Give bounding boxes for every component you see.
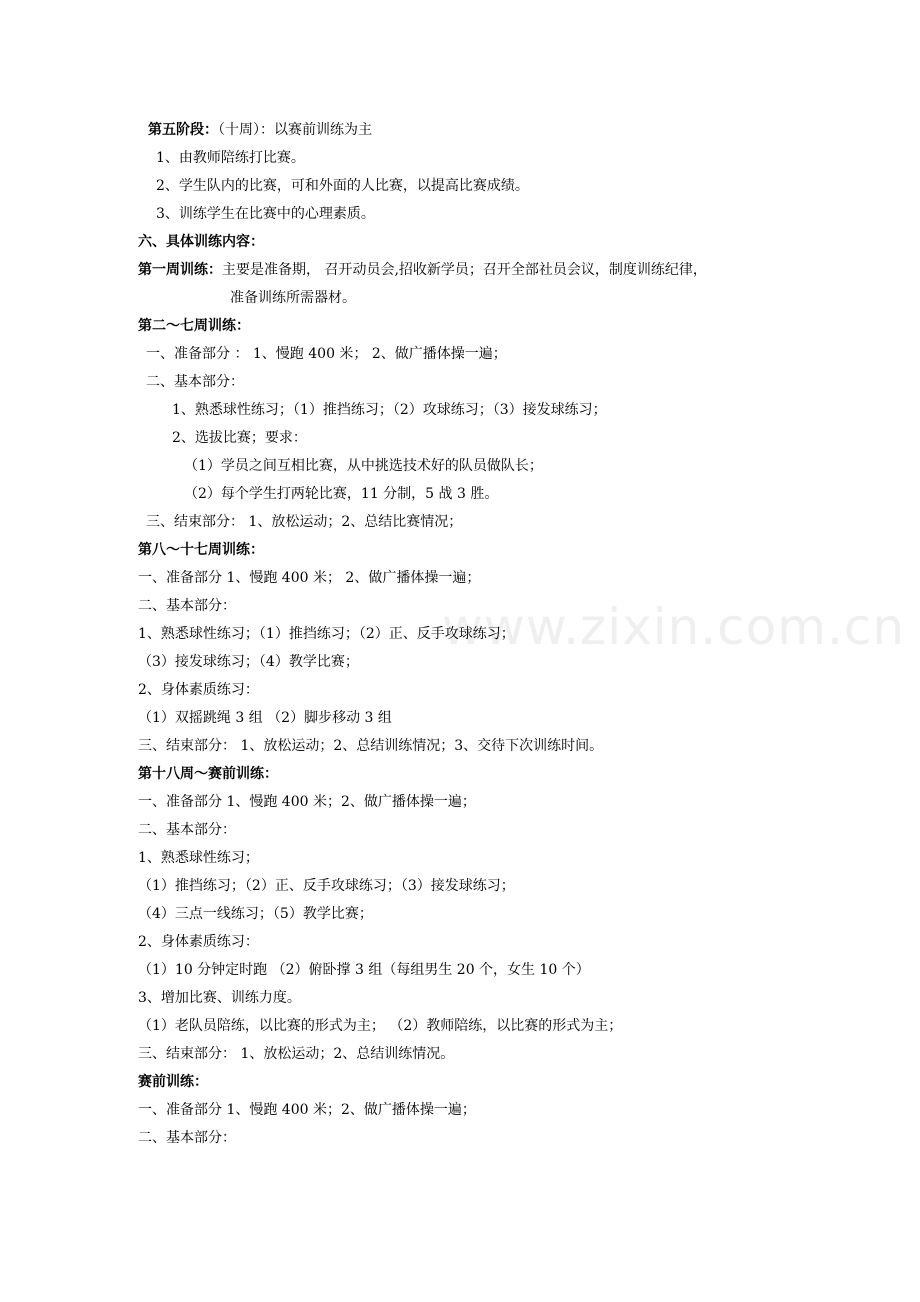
weeks8-17-fitness-1: （1）双摇跳绳 3 组 （2）脚步移动 3 组	[138, 710, 392, 726]
watermark: www.zixin.com.cn	[442, 598, 906, 656]
week18-intensity: 3、增加比赛、训练力度。	[138, 990, 301, 1006]
week18-heading: 第十八周～赛前训练：	[138, 766, 278, 782]
week18-basic: 二、基本部分：	[138, 822, 236, 838]
weeks2-7-heading: 第二～七周训练：	[138, 318, 250, 334]
stage5-heading: 第五阶段：	[148, 122, 218, 138]
week18-fitness-1: （1）10 分钟定时跑 （2）俯卧撑 3 组（每组男生 20 个，女生 10 个）	[138, 962, 590, 978]
weeks2-7-basic-2-1: （1）学员之间互相比赛，从中挑选技术好的队员做队长；	[184, 458, 543, 474]
pre-match-basic: 二、基本部分：	[138, 1130, 236, 1146]
weeks2-7-end: 三、结束部分： 1、放松运动；2、总结比赛情况；	[146, 514, 463, 530]
weeks8-17-heading: 第八～十七周训练：	[138, 542, 264, 558]
week1-heading: 第一周训练：	[138, 262, 222, 278]
stage5-item-2: 2、学生队内的比赛，可和外面的人比赛，以提高比赛成绩。	[156, 178, 529, 194]
week18-ball-2: （4）三点一线练习；（5）教学比赛；	[138, 906, 373, 922]
stage5-heading-line	[148, 120, 372, 140]
weeks2-7-basic: 二、基本部分：	[146, 374, 244, 390]
stage5-item-3: 3、训练学生在比赛中的心理素质。	[156, 206, 375, 222]
weeks2-7-basic-2: 2、选拔比赛；要求：	[172, 430, 307, 446]
section6-heading: 六、具体训练内容：	[138, 234, 264, 250]
week18-prep: 一、准备部分 1、慢跑 400 米；2、做广播体操一遍；	[138, 794, 476, 810]
week1-text-2: 准备训练所需器材。	[230, 290, 356, 306]
week18-ball: 1、熟悉球性练习；	[138, 850, 259, 866]
weeks8-17-ball-1: 1、熟悉球性练习；（1）推挡练习；（2）正、反手攻球练习；	[138, 626, 515, 642]
weeks8-17-end: 三、结束部分： 1、放松运动；2、总结训练情况；3、交待下次训练时间。	[138, 738, 604, 754]
week18-fitness: 2、身体素质练习：	[138, 934, 259, 950]
week18-end: 三、结束部分： 1、放松运动；2、总结训练情况。	[138, 1046, 455, 1062]
weeks2-7-basic-1: 1、熟悉球性练习；（1）推挡练习；（2）攻球练习；（3）接发球练习；	[172, 402, 607, 418]
week18-intensity-1: （1）老队员陪练，以比赛的形式为主； （2）教师陪练，以比赛的形式为主；	[138, 1018, 623, 1034]
stage5-item-1: 1、由教师陪练打比赛。	[156, 150, 305, 166]
stage5-heading-rest: （十周）：以赛前训练为主	[218, 122, 372, 138]
weeks2-7-prep: 一、准备部分 ： 1、慢跑 400 米； 2、做广播体操一遍；	[146, 346, 507, 362]
weeks8-17-basic: 二、基本部分：	[138, 598, 236, 614]
weeks8-17-ball-2: （3）接发球练习；（4）教学比赛；	[138, 654, 359, 670]
pre-match-heading: 赛前训练：	[138, 1074, 208, 1090]
week1-line	[138, 260, 707, 280]
week18-ball-1: （1）推挡练习；（2）正、反手攻球练习；（3）接发球练习；	[138, 878, 515, 894]
pre-match-prep: 一、准备部分 1、慢跑 400 米；2、做广播体操一遍；	[138, 1102, 476, 1118]
weeks8-17-prep: 一、准备部分 1、慢跑 400 米； 2、做广播体操一遍；	[138, 570, 481, 586]
week1-text-1: 主要是准备期， 召开动员会,招收新学员；召开全部社员会议，制度训练纪律，	[222, 262, 707, 278]
weeks2-7-basic-2-2: （2）每个学生打两轮比赛，11 分制，5 战 3 胜。	[184, 486, 499, 502]
weeks8-17-fitness: 2、身体素质练习：	[138, 682, 259, 698]
